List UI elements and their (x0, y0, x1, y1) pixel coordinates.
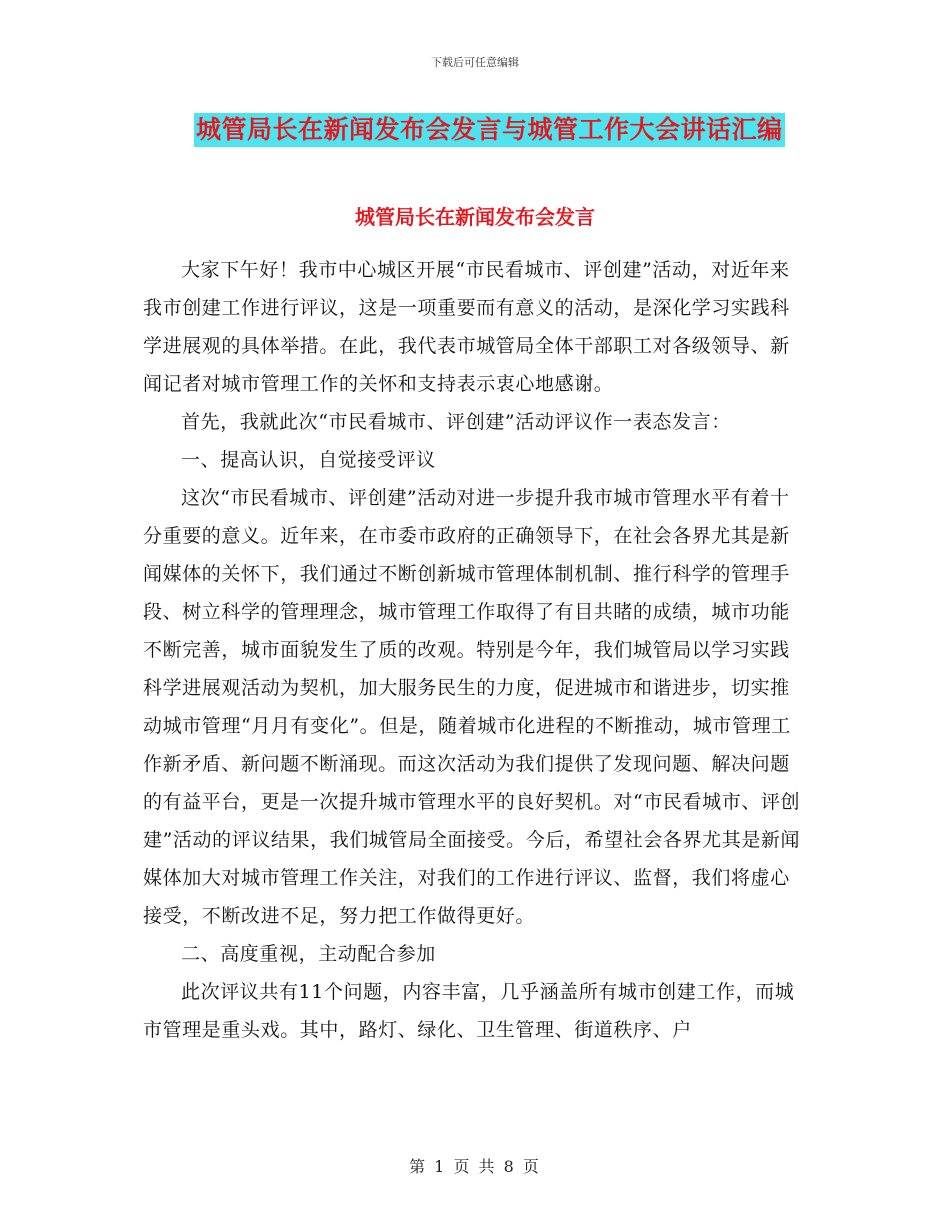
page-header-note: 下载后可任意编辑 (431, 56, 519, 69)
paragraph-greeting: 大家下午好！我市中心城区开展“市民看城市、评创建”活动，对近年来我市创建工作进行评议，这是一项重要而有意义的活动，是深化学习实践科学进展观的具体举措。在此，我代表市城管局全体干部职工对各级领导、新闻记者对城市管理工作的关怀和支持表示衷心地感谢。 (143, 259, 790, 395)
page-number-footer: 第 1 页 共 8 页 (409, 1157, 541, 1176)
paragraph-point-one: 这次“市民看城市、评创建”活动对进一步提升我市城市管理水平有着十分重要的意义。近年来，在市委市政府的正确领导下，在社会各界尤其是新闻媒体的关怀下，我们通过不断创新城市管理体制机制、推行科学的管理手段、树立科学的管理理念，城市管理工作取得了有目共睹的成绩，城市功能不断完善，城市面貌发生了质的改观。特别是今年，我们城管局以学习实践科学进展观活动为契机，加大服务民生的力度，促进城市和谐进步，切实推动城市管理“月月有变化”。但是，随着城市化进程的不断推动，城市管理工作新矛盾、新问题不断涌现。而这次活动为我们提供了发现问题、解决问题的有益平台，更是一次提升城市管理水平的良好契机。对“市民看城市、评创建”活动的评议结果，我们城管局全面接受。今后，希望社会各界尤其是新闻媒体加大对城市管理工作关注，对我们的工作进行评议、监督，我们将虚心接受，不断改进不足，努力把工作做得更好。 (143, 487, 801, 927)
heading-point-two: 二、高度重视，主动配合参加 (181, 943, 436, 965)
heading-point-one: 一、提高认识，自觉接受评议 (181, 449, 436, 471)
section-title: 城管局长在新闻发布会发言 (355, 205, 595, 229)
document-title: 城管局长在新闻发布会发言与城管工作大会讲话汇编 (194, 113, 785, 147)
body-text (143, 251, 803, 1049)
paragraph-point-two: 此次评议共有11个问题，内容丰富，几乎涵盖所有城市创建工作，而城市管理是重头戏。其中，路灯、绿化、卫生管理、街道秩序、户 (143, 981, 795, 1041)
paragraph-intro: 首先，我就此次“市民看城市、评创建”活动评议作一表态发言： (181, 411, 731, 433)
